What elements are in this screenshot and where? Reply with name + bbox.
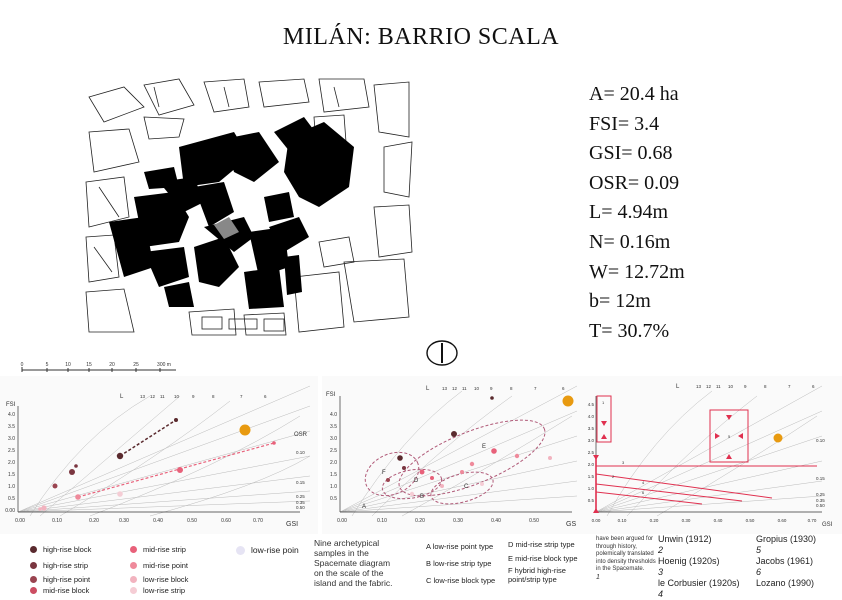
x-tick-label: 0.40: [153, 518, 163, 524]
y-tick-label: 1.5: [587, 474, 594, 479]
metric-n: N= 0.16m: [589, 230, 671, 253]
x-axis-label: GSI: [822, 522, 833, 528]
mark-label: 5: [728, 434, 731, 439]
y-tick-label: 0.5: [587, 498, 594, 503]
x-tick-label: 0.40: [491, 518, 501, 524]
author-name: Hoenig (1920s): [658, 556, 720, 566]
l-tick: 13: [140, 394, 146, 399]
author-num: 3: [658, 567, 664, 577]
legend-archetypes: [312, 534, 842, 599]
l-tick: 6: [812, 384, 815, 389]
l-tick: 7: [534, 386, 537, 391]
osr-tick: 0.50: [816, 503, 825, 508]
x-axis-label: GS: [566, 521, 577, 528]
osr-tick: 0.35: [296, 500, 305, 505]
data-point: [177, 467, 183, 473]
y-axis-label: FSI: [326, 392, 336, 398]
metric-l: L= 4.94m: [589, 201, 669, 224]
x-tick-label: 0.30: [119, 518, 129, 524]
spacemate-chart-3: [582, 376, 842, 534]
l-tick: 12: [452, 386, 458, 391]
l-tick: 13: [696, 384, 702, 389]
author-name: Jacobs (1961): [756, 556, 814, 566]
l-tick: 12: [150, 394, 156, 399]
legend-types: [0, 536, 318, 595]
osr-tick: 0.50: [296, 505, 305, 510]
osr-label: OSR: [294, 432, 308, 438]
x-tick-label: 0.70: [807, 518, 817, 523]
legend-label: low-rise block: [143, 575, 189, 584]
x-tick-label: 0.50: [187, 518, 197, 524]
y-tick-label: 3.5: [587, 426, 594, 431]
cluster-label: E: [482, 444, 487, 450]
y-tick-label: 2.5: [330, 448, 337, 454]
l-tick: 9: [490, 386, 493, 391]
barrio-scala-point: [240, 425, 251, 436]
archetype-item: E mid-rise block type: [508, 554, 578, 563]
x-tick-label: 0.00: [15, 518, 25, 524]
mark-label: 4: [642, 480, 645, 485]
archetype-item: F hybrid high-rise point/strip type: [508, 566, 566, 584]
x-tick-label: 0.10: [52, 518, 62, 524]
data-point: [397, 455, 403, 461]
data-point: [440, 484, 444, 488]
data-point: [386, 478, 390, 482]
cluster-label: D: [414, 478, 419, 484]
y-tick-label: 3.0: [330, 436, 337, 442]
metric-area: A= 20.4 ha: [589, 83, 679, 105]
y-tick-label: 3.5: [330, 424, 337, 430]
spacemate-chart-1: [0, 376, 318, 534]
l-label: L: [426, 386, 430, 392]
data-point: [402, 466, 406, 470]
data-point: [470, 462, 474, 466]
y-tick-label: 2.0: [330, 460, 337, 466]
y-tick-label: 0.5: [330, 496, 337, 502]
author-name: Gropius (1930): [756, 534, 817, 544]
barrio-scala-point: [563, 396, 574, 407]
scale-tick: 15: [86, 362, 92, 368]
legend-swatch: [30, 587, 37, 594]
legend-item: [30, 561, 88, 570]
y-tick-label: 3.0: [8, 436, 15, 442]
x-tick-label: 0.00: [337, 518, 347, 524]
metric-w: W= 12.72m: [589, 260, 685, 283]
l-tick: 9: [744, 384, 747, 389]
author-num: 5: [756, 545, 762, 555]
y-tick-label: 4.0: [330, 412, 337, 418]
l-tick: 7: [788, 384, 791, 389]
metrics-list: [589, 80, 685, 346]
metric-fsi: FSI= 3.4: [589, 112, 660, 135]
x-tick-label: 0.20: [649, 518, 659, 523]
author-name: Lozano (1990): [756, 578, 815, 588]
l-tick: 7: [240, 394, 243, 399]
history-text: have been argued for through history, polemically translated into density thresholds in the Spacemate.: [596, 536, 656, 572]
l-label: L: [120, 394, 124, 400]
x-tick-label: 0.10: [377, 518, 387, 524]
x-axis-label: GSI: [286, 521, 299, 528]
archetype-item: B low-rise strip type: [426, 559, 492, 568]
legend-item: [130, 561, 188, 570]
y-tick-label: 1.5: [330, 472, 337, 478]
legend-label: high-rise point: [43, 575, 91, 584]
osr-tick: 0.10: [296, 450, 305, 455]
l-tick: 8: [764, 384, 767, 389]
l-tick: 8: [510, 386, 513, 391]
mark-label: 3: [622, 460, 625, 465]
legend-item: [30, 575, 90, 584]
y-tick-label: 1.0: [587, 486, 594, 491]
legend-item: [30, 545, 91, 554]
history-num: 1: [596, 573, 600, 581]
x-tick-label: 0.50: [745, 518, 755, 523]
legend-swatch: [130, 576, 137, 583]
l-tick: 10: [728, 384, 734, 389]
metric-t: T= 30.7%: [589, 319, 670, 342]
mark-label: 2: [612, 474, 615, 479]
l-tick: 6: [562, 386, 565, 391]
author-num: 4: [658, 589, 664, 599]
x-tick-label: 0.20: [89, 518, 99, 524]
legend-swatch: [30, 576, 37, 583]
archetype-list-right: [508, 538, 594, 584]
data-point: [69, 469, 75, 475]
cluster-label: F: [382, 470, 386, 476]
legend-item: [130, 586, 185, 595]
legend-swatch: [130, 562, 137, 569]
metric-osr: OSR= 0.09: [589, 171, 680, 194]
legend-label: high-rise block: [43, 545, 92, 554]
y-axis-label: FSI: [6, 402, 16, 408]
y-tick-label: 4.5: [587, 402, 594, 407]
data-point: [490, 396, 494, 400]
cluster-label: A: [362, 504, 367, 510]
l-tick: 6: [264, 394, 267, 399]
map-drawing: [84, 77, 414, 337]
legend-item: [130, 545, 186, 554]
data-point: [451, 431, 457, 437]
metric-gsi: GSI= 0.68: [589, 142, 673, 165]
data-point: [53, 484, 58, 489]
legend-item: [130, 575, 188, 584]
legend-swatch: [30, 562, 37, 569]
data-point: [430, 476, 434, 480]
osr-tick: 0.25: [816, 492, 825, 497]
scale-tick: 25: [133, 362, 139, 368]
metric-b: b= 12m: [589, 290, 651, 313]
y-tick-label: 2.5: [8, 448, 15, 454]
figure-ground-map: [84, 77, 414, 337]
l-tick: 10: [474, 386, 480, 391]
l-tick: 10: [174, 394, 180, 399]
x-tick-label: 0.60: [221, 518, 231, 524]
north-arrow-icon: [425, 338, 459, 368]
cluster-label: B: [420, 494, 425, 500]
l-tick: 12: [706, 384, 712, 389]
l-tick: 13: [442, 386, 448, 391]
page-title: MILÁN: BARRIO SCALA: [282, 24, 560, 50]
l-tick: 11: [160, 394, 165, 399]
legend-label: low-rise poin: [251, 545, 299, 555]
author-name: Unwin (1912): [658, 534, 712, 544]
legend-label: mid-rise point: [143, 561, 189, 570]
data-point: [41, 505, 46, 510]
archetype-list-left: [426, 538, 495, 589]
legend-label: low-rise strip: [143, 586, 186, 595]
y-tick-label: 2.5: [587, 450, 594, 455]
y-tick-label: 2.0: [8, 460, 15, 466]
data-point: [491, 448, 497, 454]
data-point: [548, 456, 552, 460]
history-note: [596, 536, 656, 581]
data-point: [480, 482, 484, 486]
author-list-right: [756, 534, 816, 589]
data-point: [74, 464, 78, 468]
y-tick-label: 1.0: [8, 484, 15, 490]
scale-tick: 10: [65, 362, 71, 368]
x-tick-label: 0.30: [453, 518, 463, 524]
author-num: 6: [756, 567, 762, 577]
y-tick-label: 3.0: [587, 438, 594, 443]
scale-tick: 20: [109, 362, 115, 368]
l-tick: 8: [212, 394, 215, 399]
y-tick-label: 0.5: [8, 496, 15, 502]
y-tick-label: 1.5: [8, 472, 15, 478]
l-tick: 9: [192, 394, 195, 399]
x-tick-label: 0.00: [591, 518, 601, 523]
osr-tick: 0.15: [816, 476, 825, 481]
legend-label: mid-rise block: [43, 586, 90, 595]
legend-swatch: [130, 587, 137, 594]
legend-label: mid-rise strip: [143, 545, 186, 554]
osr-tick: 0.25: [296, 494, 305, 499]
osr-tick: 0.15: [296, 480, 305, 485]
scale-bar: [20, 360, 180, 374]
scale-tick: 5: [45, 362, 49, 368]
legend-swatch: [30, 546, 37, 553]
author-list-left: [658, 534, 740, 600]
legend-item: [236, 545, 299, 555]
y-tick-label: 3.5: [8, 424, 15, 430]
author-num: 2: [658, 545, 664, 555]
data-point: [272, 441, 276, 445]
y-tick-label: 2.0: [587, 462, 594, 467]
figure-caption: Nine archetypical samples in the Spacemate diagram on the scale of the island and the fabric.: [314, 538, 393, 588]
legend-item: [30, 586, 89, 595]
scale-tick: 300 m: [157, 362, 171, 368]
x-tick-label: 0.40: [713, 518, 723, 523]
x-tick-label: 0.70: [253, 518, 263, 524]
data-point: [75, 494, 81, 500]
spacemate-chart-2: [322, 376, 582, 534]
osr-tick: 0.35: [816, 498, 825, 503]
mark-label: 6: [642, 490, 645, 495]
mark-label: 1: [602, 400, 605, 405]
scale-tick: 0: [20, 362, 24, 368]
barrio-scala-point: [774, 434, 783, 443]
data-point: [420, 470, 425, 475]
data-point: [117, 453, 123, 459]
y-tick-label: 4.0: [8, 412, 15, 418]
x-tick-label: 0.50: [529, 518, 539, 524]
archetype-item: D mid-rise strip type: [508, 540, 575, 549]
l-tick: 11: [716, 384, 721, 389]
l-label: L: [676, 384, 680, 390]
x-tick-label: 0.20: [415, 518, 425, 524]
data-point: [117, 491, 123, 497]
cluster-label: C: [464, 484, 469, 490]
legend-label: high-rise strip: [43, 561, 89, 570]
data-point: [515, 454, 519, 458]
data-point: [38, 507, 42, 511]
y-tick-label: 0.00: [5, 508, 15, 514]
y-tick-label: 1.0: [330, 484, 337, 490]
archetype-item: C low-rise block type: [426, 576, 496, 585]
data-point: [410, 492, 414, 496]
legend-swatch: [130, 546, 137, 553]
data-point: [174, 418, 178, 422]
x-tick-label: 0.60: [777, 518, 787, 523]
osr-tick: 0.10: [816, 438, 825, 443]
archetype-item: A low-rise point type: [426, 542, 494, 551]
data-point: [460, 470, 464, 474]
x-tick-label: 0.10: [617, 518, 627, 523]
l-tick: 11: [462, 386, 467, 391]
legend-swatch: [236, 546, 245, 555]
author-name: le Corbusier (1920s): [658, 578, 740, 588]
x-tick-label: 0.30: [681, 518, 691, 523]
y-tick-label: 4.0: [587, 414, 594, 419]
